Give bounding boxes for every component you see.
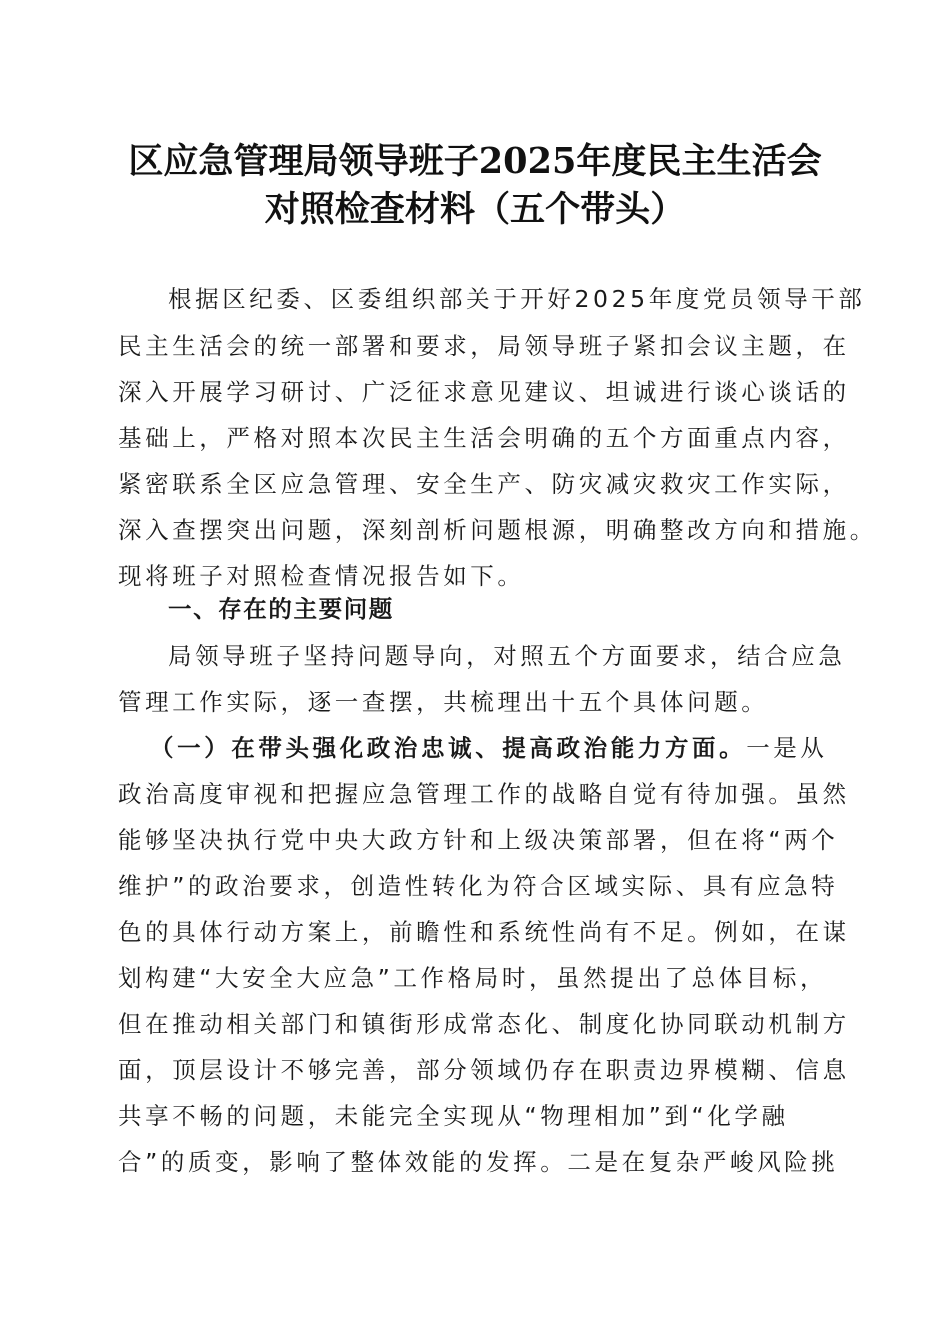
paragraph-1-line: 民主生活会的统一部署和要求，局领导班子紧扣会议主题，在 bbox=[118, 332, 850, 360]
subsection-heading: （一）在带头强化政治忠诚、提高政治能力方面。 bbox=[150, 734, 747, 762]
document-title-line-1: 区应急管理局领导班子2025年度民主生活会 bbox=[128, 141, 822, 182]
paragraph-1-line: 现将班子对照检查情况报告如下。 bbox=[118, 562, 525, 590]
paragraph-1-line: 紧密联系全区应急管理、安全生产、防灾减灾救灾工作实际， bbox=[118, 470, 850, 498]
paragraph-3-line: 划构建“大安全大应急”工作格局时，虽然提出了总体目标， bbox=[118, 964, 828, 992]
paragraph-3-line: 共享不畅的问题，未能完全实现从“物理相加”到“化学融 bbox=[118, 1102, 789, 1130]
paragraph-3-line: 政治高度审视和把握应急管理工作的战略自觉有待加强。虽然 bbox=[118, 780, 850, 808]
paragraph-2-line: 局领导班子坚持问题导向，对照五个方面要求，结合应急 bbox=[168, 642, 846, 670]
section-heading: 一、存在的主要问题 bbox=[168, 595, 394, 623]
paragraph-1-line: 深入开展学习研讨、广泛征求意见建议、坦诚进行谈心谈话的 bbox=[118, 378, 850, 406]
paragraph-2-line: 管理工作实际，逐一查摆，共梳理出十五个具体问题。 bbox=[118, 688, 769, 716]
paragraph-1-line: 深入查摆突出问题，深刻剖析问题根源，明确整改方向和措施。 bbox=[118, 516, 877, 544]
subsection-text: 一是从 bbox=[746, 734, 828, 762]
paragraph-3-line: 合”的质变，影响了整体效能的发挥。二是在复杂严峻风险挑 bbox=[118, 1148, 839, 1176]
paragraph-3-line: 能够坚决执行党中央大政方针和上级决策部署，但在将“两个 bbox=[118, 826, 839, 854]
paragraph-3-line: 面，顶层设计不够完善，部分领域仍存在职责边界模糊、信息 bbox=[118, 1056, 850, 1084]
paragraph-1-line: 根据区纪委、区委组织部关于开好2025年度党员领导干部 bbox=[168, 285, 866, 313]
paragraph-3-line: 维护”的政治要求，创造性转化为符合区域实际、具有应急特 bbox=[118, 872, 839, 900]
paragraph-1-line: 基础上，严格对照本次民主生活会明确的五个方面重点内容， bbox=[118, 424, 850, 452]
paragraph-3-line: 但在推动相关部门和镇街形成常态化、制度化协同联动机制方 bbox=[118, 1010, 850, 1038]
document-title-line-2: 对照检查材料（五个带头） bbox=[264, 189, 686, 230]
paragraph-3-line: 色的具体行动方案上，前瞻性和系统性尚有不足。例如，在谋 bbox=[118, 918, 850, 946]
subsection-line bbox=[150, 732, 828, 764]
